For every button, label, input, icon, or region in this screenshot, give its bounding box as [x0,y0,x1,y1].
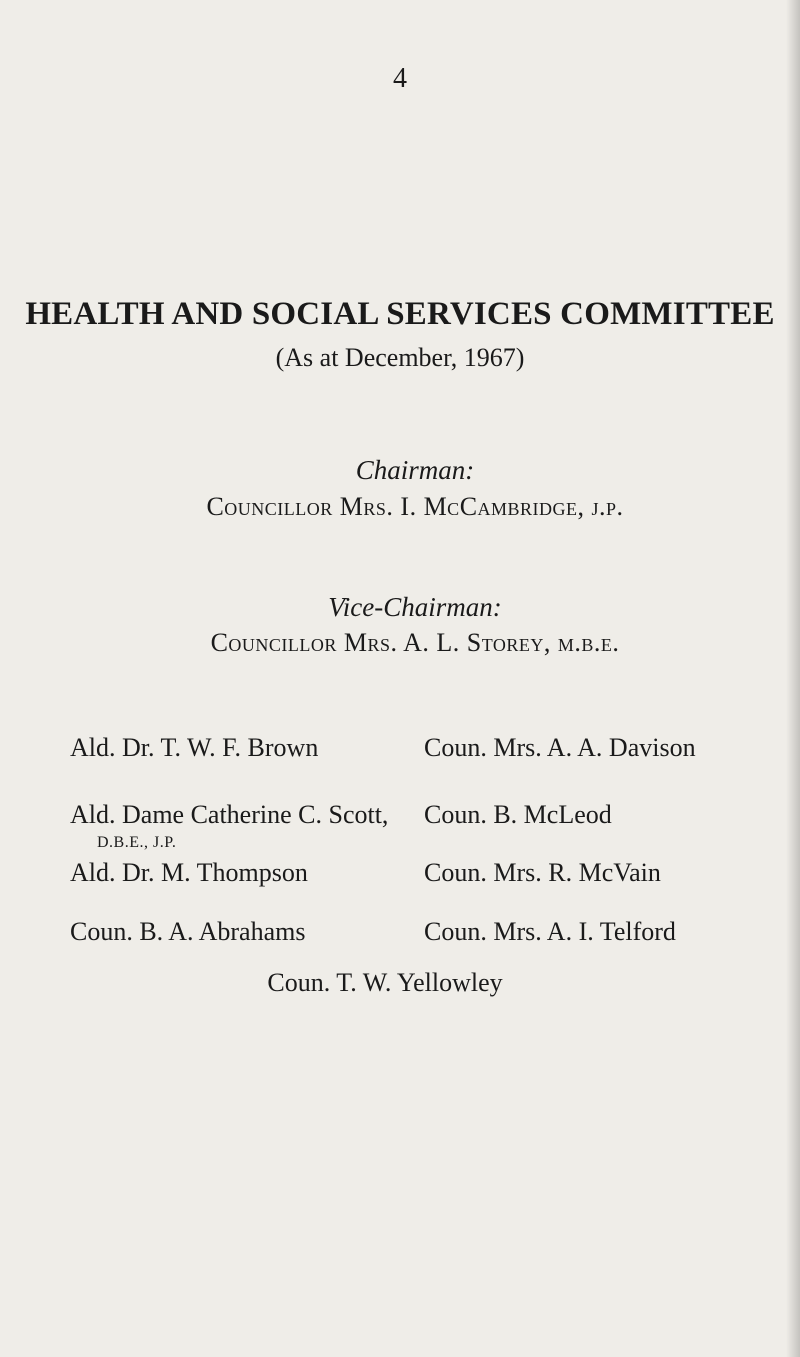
page-edge-shadow [786,0,800,1357]
member-right-4: Coun. Mrs. A. I. Telford [424,917,676,946]
chairman-name: Councillor Mrs. I. McCambridge, j.p. [206,492,624,521]
vice-chairman-name: Councillor Mrs. A. L. Storey, m.b.e. [210,628,620,657]
member-right-3: Coun. Mrs. R. McVain [424,858,661,887]
member-left-4: Coun. B. A. Abrahams [70,917,306,946]
date-subheading: (As at December, 1967) [275,343,525,372]
member-last: Coun. T. W. Yellowley [267,968,503,997]
member-right-1: Coun. Mrs. A. A. Davison [424,733,696,762]
member-left-3: Ald. Dr. M. Thompson [70,858,308,887]
chairman-title: Chairman: [355,455,475,485]
vice-chairman-title: Vice-Chairman: [328,592,502,622]
page-number: 4 [393,63,407,94]
member-left-2: Ald. Dame Catherine C. Scott, [70,800,389,829]
member-right-2: Coun. B. McLeod [424,800,612,829]
member-left-1: Ald. Dr. T. W. F. Brown [70,733,319,762]
member-left-2-honours: D.B.E., J.P. [97,834,177,851]
committee-heading: HEALTH AND SOCIAL SERVICES COMMITTEE [25,296,775,332]
